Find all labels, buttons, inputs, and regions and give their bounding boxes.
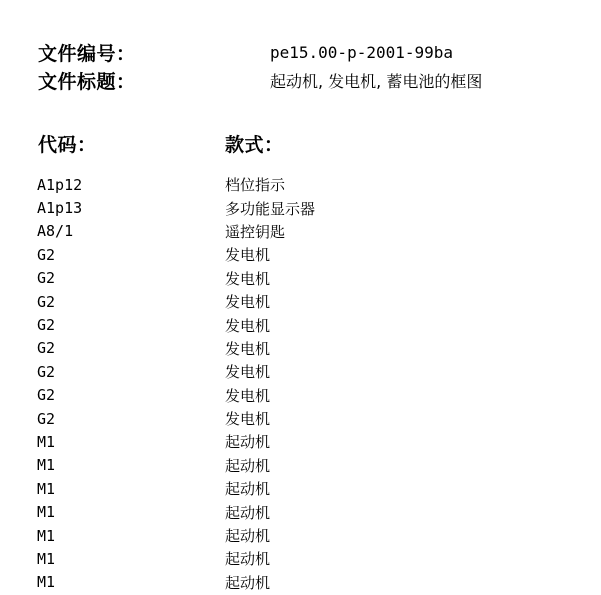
- table-row: [37, 290, 557, 313]
- component-style: 起动机: [225, 456, 271, 475]
- table-row: [37, 384, 557, 407]
- table-row: [37, 547, 557, 570]
- component-style: 多功能显示器: [225, 199, 316, 218]
- component-style: 起动机: [225, 550, 271, 569]
- table-row: [37, 477, 557, 500]
- table-row: [37, 407, 557, 430]
- code-style-list: [37, 173, 557, 594]
- table-row: [37, 360, 557, 383]
- component-code: M1: [37, 479, 56, 498]
- doc-number-label: 文件编号：: [38, 42, 136, 65]
- component-style: 发电机: [225, 316, 271, 335]
- component-code: G2: [37, 269, 56, 288]
- component-code: G2: [37, 316, 56, 335]
- component-code: G2: [37, 362, 56, 381]
- table-row: [37, 267, 557, 290]
- component-style: 发电机: [225, 363, 271, 382]
- component-code: G2: [37, 245, 56, 264]
- table-row: [37, 571, 557, 594]
- component-code: M1: [37, 456, 56, 475]
- component-style: 起动机: [225, 433, 271, 452]
- component-code: G2: [37, 292, 56, 311]
- table-row: [37, 196, 557, 219]
- component-code: M1: [37, 503, 56, 522]
- table-row: [37, 220, 557, 243]
- component-code: M1: [37, 549, 56, 568]
- component-style: 起动机: [225, 573, 271, 592]
- component-code: A8/1: [37, 222, 74, 241]
- component-style: 起动机: [225, 527, 271, 546]
- component-code: G2: [37, 386, 56, 405]
- component-style: 发电机: [225, 386, 271, 405]
- component-style: 发电机: [225, 339, 271, 358]
- doc-title-label: 文件标题：: [38, 70, 136, 93]
- table-row: [37, 243, 557, 266]
- component-style: 遥控钥匙: [225, 222, 286, 241]
- table-row: [37, 173, 557, 196]
- component-code: M1: [37, 432, 56, 451]
- table-row: [37, 454, 557, 477]
- component-style: 发电机: [225, 269, 271, 288]
- style-column-header: 款式：: [225, 133, 284, 156]
- component-style: 发电机: [225, 410, 271, 429]
- component-code: A1p13: [37, 199, 83, 218]
- component-style: 起动机: [225, 480, 271, 499]
- component-code: G2: [37, 409, 56, 428]
- component-code: G2: [37, 339, 56, 358]
- component-style: 起动机: [225, 503, 271, 522]
- component-code: M1: [37, 526, 56, 545]
- table-row: [37, 524, 557, 547]
- component-style: 档位指示: [225, 176, 286, 195]
- table-row: [37, 500, 557, 523]
- table-row: [37, 337, 557, 360]
- component-code: M1: [37, 573, 56, 592]
- doc-number-value: pe15.00-p-2001-99ba: [270, 42, 454, 62]
- table-row: [37, 430, 557, 453]
- component-code: A1p12: [37, 175, 83, 194]
- component-style: 发电机: [225, 293, 271, 312]
- doc-title-row: [38, 68, 482, 92]
- doc-number-row: [38, 40, 453, 64]
- component-style: 发电机: [225, 246, 271, 265]
- table-row: [37, 313, 557, 336]
- doc-title-value: 起动机, 发电机, 蓄电池的框图: [270, 71, 483, 91]
- code-column-header: 代码：: [38, 133, 97, 156]
